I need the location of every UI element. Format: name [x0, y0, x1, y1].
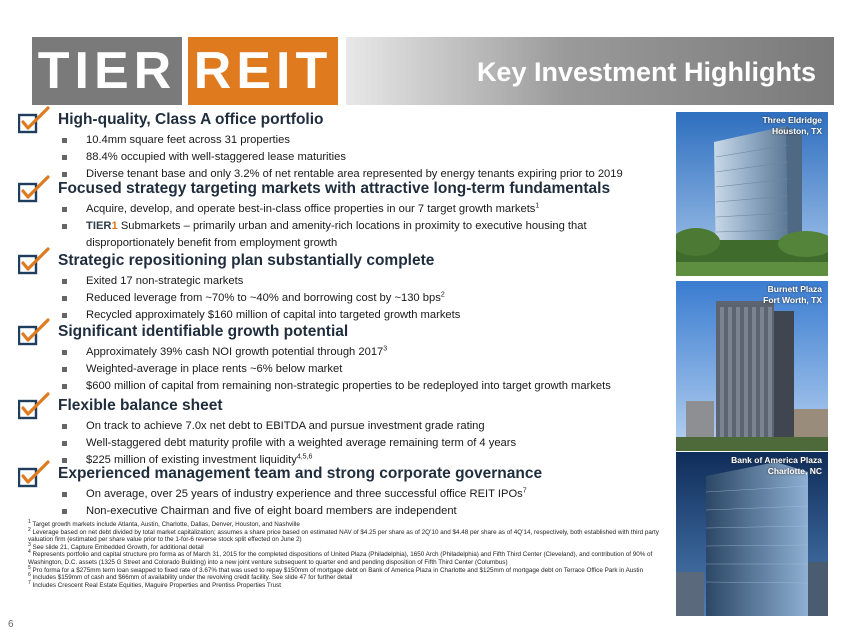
photo-caption: Three Eldridge Houston, TX	[762, 115, 822, 136]
footnote: $^4$ Represents portfolio and capital structure pro forma as of March 31, 2015 for the completed dispositions of United Plaza (Philadelphia), 1650 Arch (Philadelphia) and Fifth Third Center (Cleveland), and contribution of 90% of Washington, D.C. assets (1325 G Street and Colorado Building) into a new joint venture subsequent to quarter end and pending disposition of Fifth Third Center (Columbus)	[28, 549, 653, 566]
list-item: Acquire, develop, and operate best-in-class office properties in our 7 target growth markets$^1$	[60, 201, 660, 218]
section-title: Experienced management team and strong corporate governance	[58, 465, 543, 482]
footnote: $^2$ Leverage based on net debt divided by total market capitalization; assumes a share price based on estimated NAV of $4.25 per share as of 2Q’10 and $4.48 per share as of 4Q’14, respectively, both established with third party valuation firm (estimated per share value prior to the 1-for-6 reverse stock split effected on June 2)	[28, 526, 659, 544]
list-item: $600 million of capital from remaining non-strategic properties to be redeployed into target growth markets	[60, 378, 611, 395]
list-item: Recycled approximately $160 million of capital into targeted growth markets	[60, 307, 460, 324]
title-bar	[346, 37, 834, 105]
photo-caption: Bank of America Plaza Charlotte, NC	[731, 455, 822, 476]
list-item: TIER1 Submarkets – primarily urban and amenity-rich locations in proximity to executive housing that disproportionately benefit from employment growth	[60, 218, 660, 252]
checkmark-icon	[18, 460, 52, 490]
list-item: Exited 17 non-strategic markets	[60, 273, 460, 290]
checkmark-icon	[18, 247, 52, 277]
list-item: Diverse tenant base and only 3.2% of net rentable area represented by energy tenants expiring prior to 2019	[60, 166, 623, 183]
footnote: $^3$ See slide 21, Capture Embedded Growth, for additional detail	[28, 541, 204, 551]
section-title: Focused strategy targeting markets with attractive long-term fundamentals	[58, 180, 611, 197]
photo-burnett-plaza	[676, 281, 828, 451]
photo-three-eldridge	[676, 112, 828, 276]
list-item: On average, over 25 years of industry experience and three successful office REIT IPOs$^7$	[60, 486, 527, 503]
list-item: Reduced leverage from ~70% to ~40% and borrowing cost by ~130 bps$^2$	[60, 290, 460, 307]
section-title: Flexible balance sheet	[58, 397, 223, 414]
bullet-list	[60, 132, 623, 182]
checkmark-icon	[18, 392, 52, 422]
photo-bank-of-america-plaza	[676, 452, 828, 616]
photo-caption: Burnett Plaza Fort Worth, TX	[763, 284, 822, 305]
list-item: 10.4mm square feet across 31 properties	[60, 132, 623, 149]
page-title: Key Investment Highlights	[476, 57, 816, 87]
footnote: $^7$ Includes Crescent Real Estate Equities, Maguire Properties and Prentiss Properties Trust	[28, 579, 282, 589]
list-item: 88.4% occupied with well-staggered lease maturities	[60, 149, 623, 166]
logo-tier: TIER	[32, 37, 182, 105]
footnote: $^1$ Target growth markets include Atlanta, Austin, Charlotte, Dallas, Denver, Houston, and Nashville	[28, 518, 300, 528]
footnotes	[28, 518, 678, 589]
header	[0, 27, 847, 113]
section-title: Significant identifiable growth potential	[58, 323, 349, 340]
section-title: Strategic repositioning plan substantially complete	[58, 252, 435, 269]
bullet-list	[60, 273, 460, 323]
logo-reit: REIT	[188, 37, 338, 105]
bullet-list	[60, 201, 660, 251]
footnote: $^5$ Pro forma for a $275mm term loan swapped to fixed rate of 3.67% that was used to repay $150mm of mortgage debt on Bank of America Plaza in Charlotte and $125mm of mortgage debt on Terrace Office Park in Austin	[28, 564, 644, 574]
page-number: 6	[8, 619, 14, 630]
bullet-list	[60, 344, 611, 394]
section-title: High-quality, Class A office portfolio	[58, 111, 324, 128]
list-item: $225 million of existing investment liquidity$^{4,5,6}$	[60, 452, 516, 469]
checkmark-icon	[18, 318, 52, 348]
list-item: On track to achieve 7.0x net debt to EBITDA and pursue investment grade rating	[60, 418, 516, 435]
checkmark-icon	[18, 175, 52, 205]
list-item: Weighted-average in place rents ~6% below market	[60, 361, 611, 378]
list-item: Well-staggered debt maturity profile with a weighted average remaining term of 4 years	[60, 435, 516, 452]
bullet-list	[60, 486, 527, 520]
checkmark-icon	[18, 106, 52, 136]
list-item: Approximately 39% cash NOI growth potential through 2017$^3$	[60, 344, 611, 361]
list-item: Non-executive Chairman and five of eight board members are independent	[60, 503, 527, 520]
bullet-list	[60, 418, 516, 468]
building-photo	[676, 281, 828, 451]
footnote: $^6$ Includes $159mm of cash and $66mm of availability under the revolving credit facility. See slide 47 for further detail	[28, 572, 353, 582]
